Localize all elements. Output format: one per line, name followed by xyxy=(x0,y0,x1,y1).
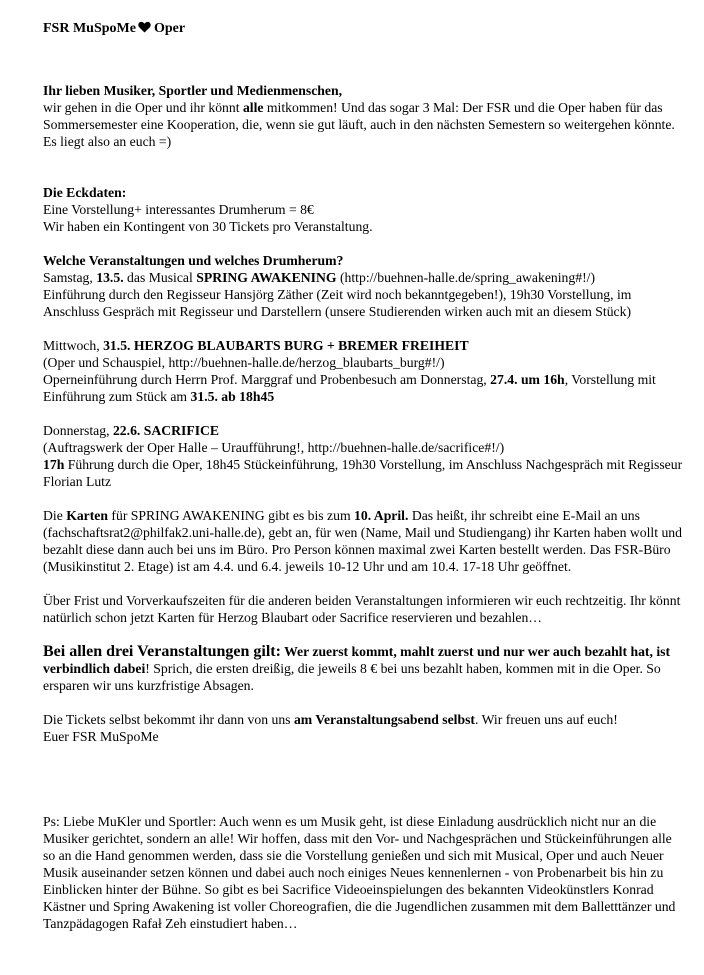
intro-text: wir gehen in die Oper und ihr könnt xyxy=(43,100,243,115)
karten-text-1: Die xyxy=(43,508,67,523)
event-3-day: Donnerstag, xyxy=(43,423,113,438)
frist-paragraph: Über Frist und Vorverkaufszeiten für die anderen beiden Veranstaltungen informieren wir euch rechtzeitig. Ihr könnt natürlich schon jetzt Karten für Herzog Blaubart oder Sacrifice reservieren und bezahlen… xyxy=(43,593,681,625)
rule-paragraph xyxy=(43,643,683,694)
event-1-desc: Einführung durch den Regisseur Hansjörg Zäther (Zeit wird noch bekanntgegeben!), 19h30 Vorstellung, im Anschluss Gespräch mit Regisseur und Darstellern (unsere Studierenden wirken auch mit an diesem Stück) xyxy=(43,287,632,319)
title-right: Oper xyxy=(153,21,186,36)
intro-bold: alle xyxy=(242,100,264,115)
eckdaten-heading: Die Eckdaten: xyxy=(43,185,127,200)
intro-paragraph xyxy=(43,82,683,150)
event-1-name: SPRING AWAKENING xyxy=(196,270,337,285)
karten-bold-1: Karten xyxy=(66,508,108,523)
event-3-desc: Führung durch die Oper, 18h45 Stückeinführung, 19h30 Vorstellung, im Anschluss Nachgespräch mit Regisseur Florian Lutz xyxy=(43,457,683,489)
event-1-date: 13.5. xyxy=(96,270,124,285)
ps-paragraph: Ps: Liebe MuKler und Sportler: Auch wenn es um Musik geht, ist diese Einladung ausdrücklich nicht nur an die Musiker gerichtet, sondern an alle! Wir hoffen, dass mit den Vor- und Nachgesprächen und Stückeinführungen alle so an die Hand genommen werden, dass sie die Vorstellung genießen und sich mit Musical, Oper und auch Neuer Musik auseinander setzen können und dabei auch noch einiges Neues kennenlernen - von Probenarbeit bis hin zu Einblicken hinter der Bühne. So gibt es bei Sacrifice Videoeinspielungen des bekannten Videokünstlers Konrad Kästner und Spring Awakening ist voller Choreografien, die die Jugendlichen zusammen mit dem Balletttänzer und Tanzpädagogen Rafał Zeh einstudiert haben… xyxy=(43,814,676,931)
rule-lead: Bei allen drei Veranstaltungen gilt: xyxy=(43,643,281,660)
event-3-time: 17h xyxy=(43,457,65,472)
closing-paragraph xyxy=(43,711,683,745)
eckdaten-line-2: Wir haben ein Kontingent von 30 Tickets pro Veranstaltung. xyxy=(43,219,373,234)
karten-text-3: Das heißt, ihr schreibt eine E-Mail an uns (fachschaftsrat2@philfak2.uni-halle.de), gebt an, für wen (Name, Mail und Studiengang) ihr Karten haben wollt und bezahlt diese dann auch bei uns im Büro. Pro Person können maximal zwei Karten bestellt werden. Das FSR-Büro (Musikinstitut 2. Etage) ist am 4.4. und 6.4. jeweils 10-12 Uhr und am 10.4. 17-18 Uhr geöffnet. xyxy=(43,508,682,574)
page-title xyxy=(43,20,683,38)
event-2-name: 31.5. HERZOG BLAUBARTS BURG + BREMER FREIHEIT xyxy=(103,338,469,353)
heart-icon xyxy=(138,21,151,38)
document xyxy=(43,20,683,932)
event-1-day: Samstag, xyxy=(43,270,97,285)
event-2-desc: Operneinführung durch Herrn Prof. Marggraf und Probenbesuch am Donnerstag, xyxy=(43,372,491,387)
event-2-date-1: 27.4. um 16h xyxy=(490,372,565,387)
eckdaten-section xyxy=(43,184,683,235)
event-3-name: 22.6. SACRIFICE xyxy=(112,423,220,438)
event-1 xyxy=(43,252,683,320)
event-2-date-2: 31.5. ab 18h45 xyxy=(190,389,275,404)
karten-paragraph xyxy=(43,507,683,575)
rule-bold: Wer zuerst kommt, mahlt zuerst und nur wer auch bezahlt hat, ist verbindlich dabei xyxy=(43,644,671,676)
eckdaten-line-1: Eine Vorstellung+ interessantes Drumherum = 8€ xyxy=(43,202,314,217)
event-3-sub: (Auftragswerk der Oper Halle – Uraufführung!, http://buehnen-halle.de/sacrifice#!/) xyxy=(43,440,505,455)
karten-deadline: 10. April. xyxy=(354,508,409,523)
events-heading: Welche Veranstaltungen und welches Drumherum? xyxy=(43,253,344,268)
closing-text-1: Die Tickets selbst bekommt ihr dann von uns xyxy=(43,712,294,727)
karten-text-2: für SPRING AWAKENING gibt es bis zum xyxy=(108,508,355,523)
intro-text-2: mitkommen! Und das sogar 3 Mal: Der FSR und die Oper haben für das Sommersemester eine Kooperation, die, wenn sie gut läuft, auch in den nächsten Semestern so weitergehen könnte. Es liegt also an euch =) xyxy=(43,100,675,149)
event-2-day: Mittwoch, xyxy=(43,338,104,353)
event-1-pre: das Musical xyxy=(123,270,197,285)
event-2-desc-2: , Vorstellung mit Einführung zum Stück am xyxy=(43,372,656,404)
event-1-url: (http://buehnen-halle.de/spring_awakening#!/) xyxy=(336,270,596,285)
event-2 xyxy=(43,337,683,405)
event-3 xyxy=(43,422,683,490)
rule-text: ! Sprich, die ersten dreißig, die jeweils 8 € bei uns bezahlt haben, kommen mit in die Oper. So ersparen wir uns kurzfristige Absagen. xyxy=(43,661,661,693)
greeting: Ihr lieben Musiker, Sportler und Medienmenschen, xyxy=(43,83,342,98)
event-2-sub: (Oper und Schauspiel, http://buehnen-halle.de/herzog_blaubarts_burg#!/) xyxy=(43,355,445,370)
title-left: FSR MuSpoMe xyxy=(43,21,136,36)
closing-text-2: . Wir freuen uns auf euch! xyxy=(474,712,618,727)
signature: Euer FSR MuSpoMe xyxy=(43,729,159,744)
closing-bold: am Veranstaltungsabend selbst xyxy=(293,712,475,727)
